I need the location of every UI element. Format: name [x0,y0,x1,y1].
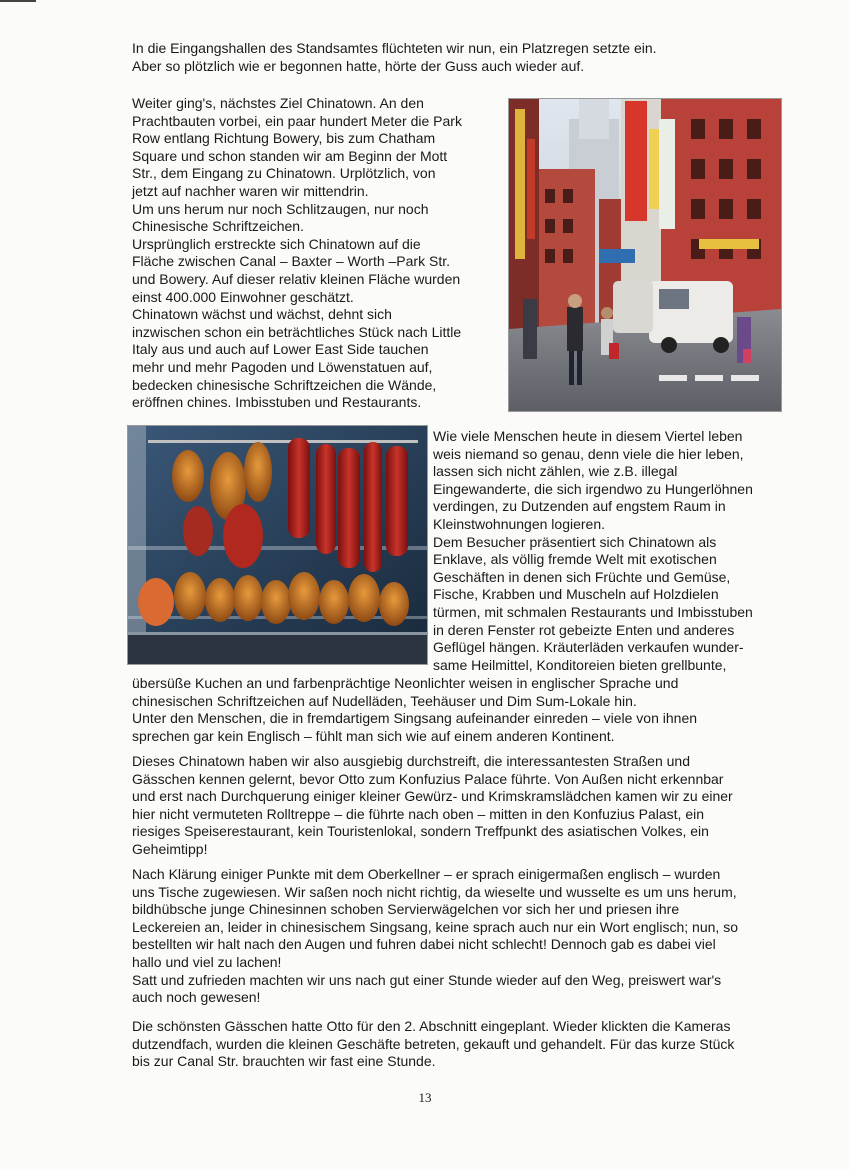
text-line: in deren Fenster rot gebeizte Enten und anderes [433,621,735,638]
text-line: verdingen, zu Dutzenden auf engstem Raum in [433,498,726,515]
text-line: Weiter ging's, nächstes Ziel Chinatown. An den [132,95,424,111]
text-line: auch noch gewesen! [132,989,261,1006]
text-line: Geschäften in denen sich Früchte und Gemüse, [433,568,731,585]
intro-paragraph [132,40,657,75]
chinatown-paragraph [132,95,462,412]
text-line: Chinesische Schriftzeichen. [132,218,304,235]
text-line: Enklave, als völlig fremde Welt mit exotischen [433,551,717,568]
meat-display-image [128,426,427,664]
text-line: bis zur Canal Str. brauchten wir fast eine Stunde. [132,1053,436,1070]
text-line: lassen sich nicht zählen, wie z.B. illegal [433,463,678,480]
text-line: hallo und viel zu lachen! [132,953,282,970]
konfuzius-palace-paragraph [132,753,733,859]
text-line: hier nicht vermuteten Rolltreppe – die führte nach oben – mitten in den Konfuzius Palast, ein [132,805,705,822]
text-line: Fische, Krabben und Muscheln auf Holzdielen [433,586,719,603]
scan-corner-mark [0,0,36,2]
text-line: Ursprünglich erstreckte sich Chinatown auf die [132,235,421,252]
text-line: Dem Besucher präsentiert sich Chinatown als [433,533,717,550]
text-line: bildhübsche junge Chinesinnen schoben Servierwägelchen vor sich her und priesen ihre [132,901,680,918]
text-line: Leckereien an, leider in chinesischem Singsang, keine sprach auch nur ein Wort englisch; nun, so [132,918,738,935]
text-line: und Bowery. Auf dieser relativ kleinen Fläche wurden [132,270,461,287]
text-line: Geflügel hängen. Kräuterläden verkaufen wunder- [433,639,744,656]
text-line: Square und schon standen wir am Beginn der Mott [132,147,448,164]
text-line: Prachtbauten vorbei, ein paar hundert Meter die Park [132,112,462,129]
text-line: In die Eingangshallen des Standsamtes flüchteten wir nun, ein Platzregen setzte ein. [132,40,657,56]
text-line: Satt und zufrieden machten wir uns nach gut einer Stunde wieder auf den Weg, preiswert war's [132,971,722,988]
text-line: jetzt auf nachher waren wir mittendrin. [132,182,369,199]
text-line: inzwischen schon ein beträchtliches Stück nach Little [132,323,462,340]
dinner-paragraph [132,866,738,1007]
people-paragraph-continued [132,675,697,745]
text-line: dutzendfach, wurden die kleinen Geschäfte betreten, gekauft und gehandelt. Für das kurze Stück [132,1035,735,1052]
text-line: Eingewanderte, die sich irgendwo zu Hungerlöhnen [433,480,753,497]
text-line: Wie viele Menschen heute in diesem Viertel leben [433,428,743,444]
text-line: weis niemand so genau, denn viele die hier leben, [433,445,744,462]
text-line: Italy aus und auch auf Lower East Side tauchen [132,341,429,358]
text-line: mehr und mehr Pagoden und Löwenstatuen auf, [132,358,433,375]
text-line: Um uns herum nur noch Schlitzaugen, nur noch [132,200,429,217]
text-line: same Heilmittel, Konditoreien bieten grellbunte, [433,656,727,673]
text-line: Kleinstwohnungen logieren. [433,515,606,532]
text-line: eröffnen chines. Imbisstuben und Restaurants. [132,394,422,411]
page-number: 13 [418,1090,432,1105]
text-line: chinesischen Schriftzeichen auf Nudelläden, Teehäuser und Dim Sum-Lokale hin. [132,692,637,709]
text-line: Geheimtipp! [132,840,208,857]
text-line: übersüße Kuchen an und farbenprächtige Neonlichter weisen in englischer Sprache und [132,675,679,691]
text-line: Die schönsten Gässchen hatte Otto für den 2. Abschnitt eingeplant. Wieder klickten die Kameras [132,1018,731,1034]
text-line: Chinatown wächst und wächst, dehnt sich [132,306,392,323]
chinatown-street-photo [508,98,782,412]
closing-paragraph [132,1018,734,1071]
text-line: Row entlang Richtung Bowery, bis zum Chatham [132,130,436,147]
text-line: und erst nach Durchquerung einiger kleiner Gewürz- und Krimskramslädchen kamen wir zu einer [132,788,733,805]
text-line: Str., dem Eingang zu Chinatown. Urplötzlich, von [132,165,436,182]
text-line: einst 400.000 Einwohner geschätzt. [132,288,354,305]
roasted-meat-window-photo [127,425,428,665]
text-line: bestellten wir halt nach den Augen und fuhren dabei nicht schlecht! Dennoch gab es dabei viel [132,936,716,953]
street-scene-image [509,99,781,411]
text-line: Nach Klärung einiger Punkte mit dem Oberkellner – er sprach einigermaßen englisch – wurden [132,866,721,882]
text-line: bedecken chinesische Schriftzeichen die Wände, [132,376,437,393]
text-line: Gässchen kennen gelernt, bevor Otto zum Konfuzius Palace führte. Von Außen nicht erkennbar [132,770,724,787]
people-paragraph-column [433,428,753,674]
text-line: Unter den Menschen, die in fremdartigem Singsang aufeinander einreden – viele von ihnen [132,710,698,727]
text-line: türmen, mit schmalen Restaurants und Imbisstuben [433,603,753,620]
text-line: uns Tische zugewiesen. Wir saßen noch nicht richtig, da wieselte und wusselte es um uns herum, [132,883,737,900]
text-line: Dieses Chinatown haben wir also ausgiebig durchstreift, die interessantesten Straßen und [132,753,690,769]
text-line: sprechen gar kein Englisch – fühlt man sich wie auf einem anderen Kontinent. [132,727,615,744]
text-line: riesiges Speiserestaurant, kein Touristenlokal, sondern Treffpunkt des asiatischen Volkes, ein [132,823,709,840]
text-line: Aber so plötzlich wie er begonnen hatte, hörte der Guss auch wieder auf. [132,57,585,74]
text-line: Fläche zwischen Canal – Baxter – Worth –Park Str. [132,253,450,270]
